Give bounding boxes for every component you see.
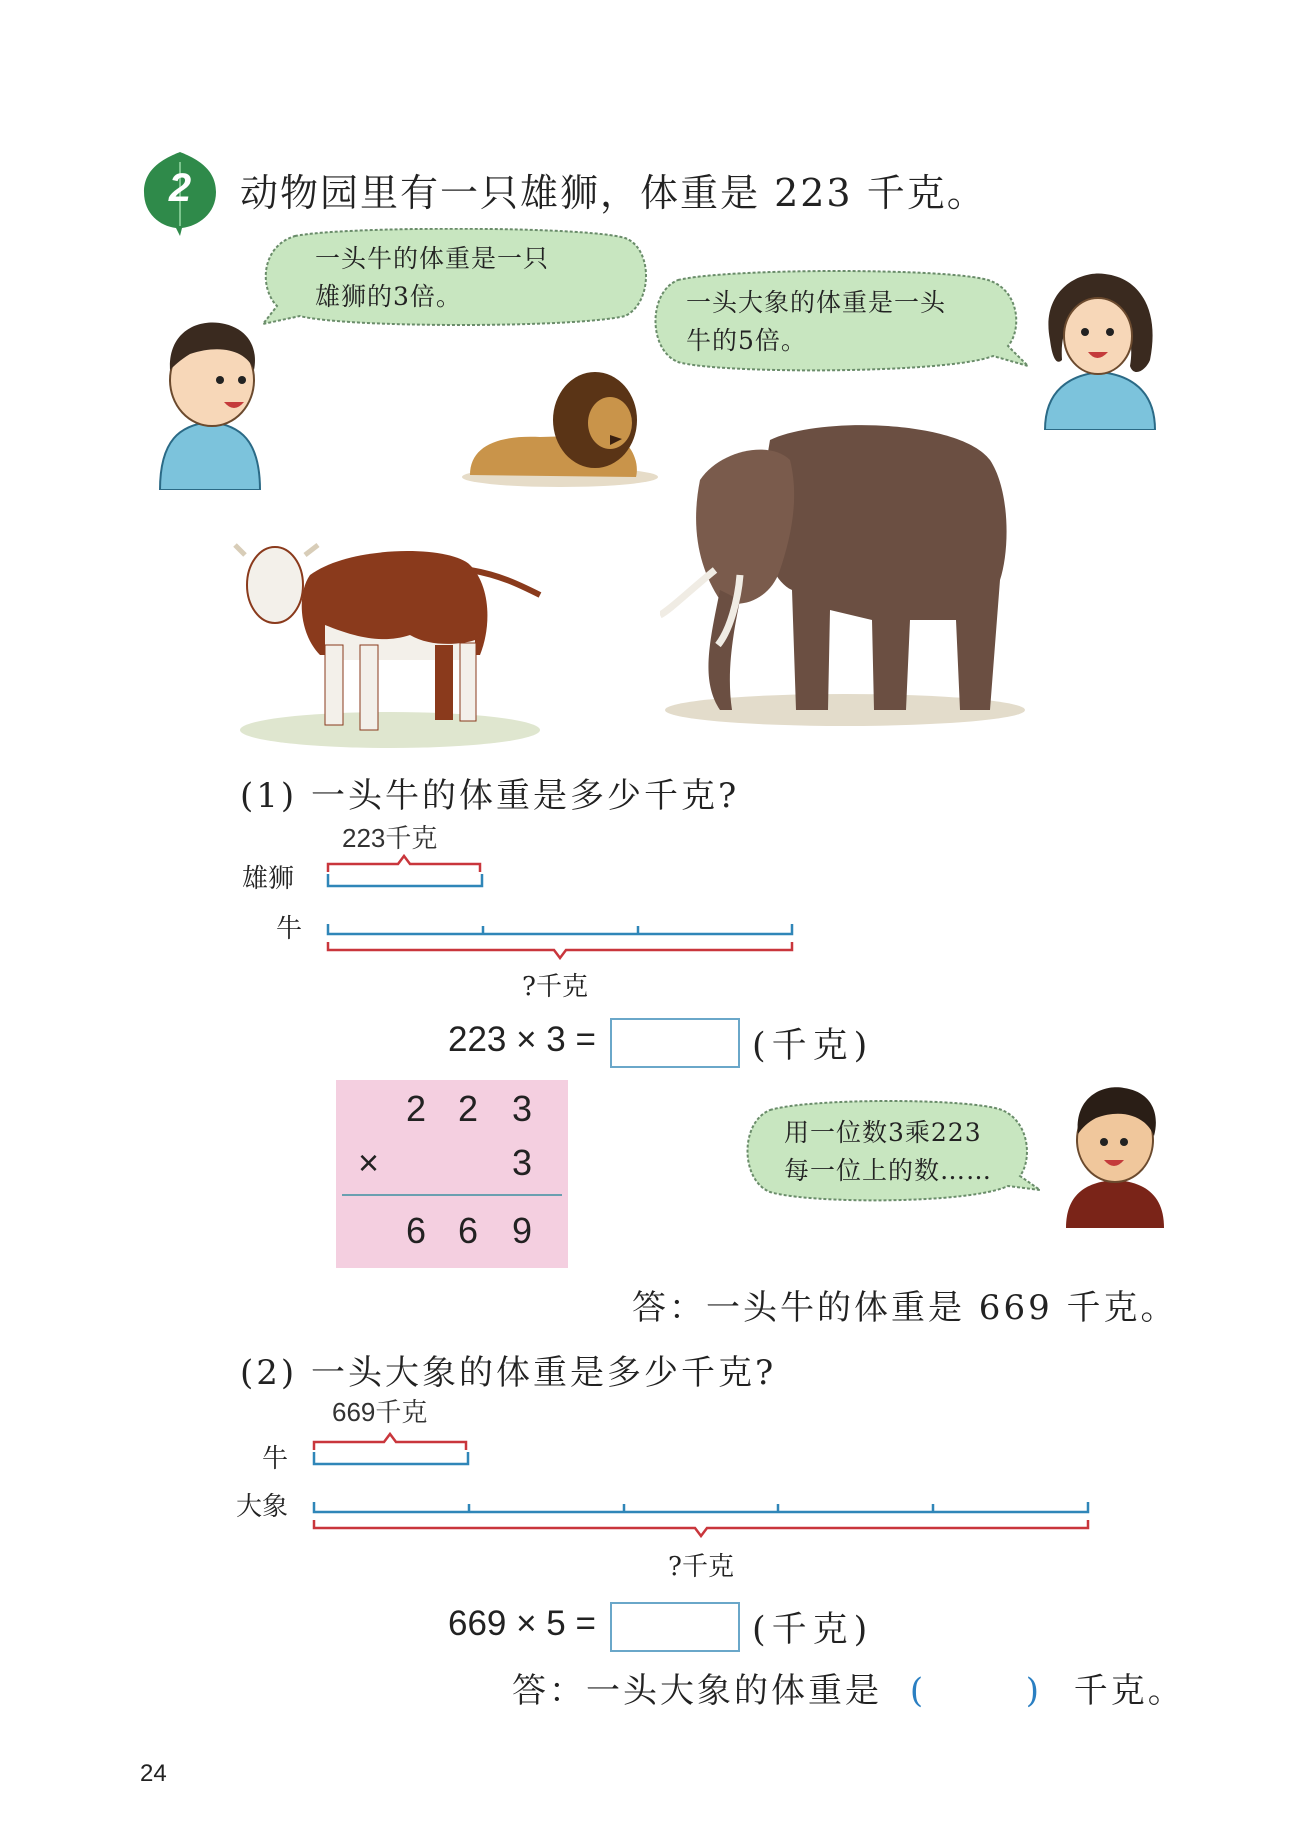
part1-row1-label: 雄狮 [242, 864, 295, 894]
part2-equation: 669 × 5 = [448, 1604, 596, 1643]
kid-bubble-line-1: 用一位数3乘223 [784, 1118, 982, 1147]
page-number: 24 [140, 1760, 167, 1787]
boy-speech-bubble [255, 228, 655, 328]
boy-illustration [150, 310, 270, 490]
part2-answer-paren-close: ) [1025, 1671, 1042, 1711]
calc-operator: × [358, 1142, 380, 1183]
part1-answer-input[interactable] [610, 1018, 740, 1068]
kid-bubble-line-2: 每一位上的数…… [784, 1156, 993, 1185]
boy-bubble-line-2: 雄狮的3倍。 [315, 282, 462, 311]
part2-answer-paren-open: ( [909, 1671, 927, 1711]
calc-row1-digit: 3 [512, 1088, 533, 1129]
part1-question: (1) 一头牛的体重是多少千克? [240, 776, 740, 816]
part1-answer: 答：一头牛的体重是 669 千克。 [632, 1288, 1178, 1328]
part2-answer-prefix: 答：一头大象的体重是 [512, 1671, 882, 1711]
part1-unit: (千克) [752, 1026, 874, 1066]
part2-question: (2) 一头大象的体重是多少千克? [240, 1353, 777, 1393]
part1-top-label: 223千克 [342, 823, 438, 853]
part2-unit: (千克) [752, 1610, 874, 1650]
girl-speech-bubble [648, 270, 1030, 378]
part1-vertical-calculation [336, 1080, 568, 1268]
elephant-illustration [660, 420, 1030, 730]
part2-top-label: 669千克 [332, 1397, 428, 1427]
kid-speech-bubble [740, 1100, 1040, 1208]
part2-answer-suffix: 千克。 [1073, 1671, 1185, 1711]
girl-bubble-line-1: 一头大象的体重是一头 [686, 288, 947, 317]
problem-number-leaf [140, 148, 220, 236]
boy-bubble-line-1: 一头牛的体重是一只 [315, 244, 550, 273]
calc-row2-digit: 3 [512, 1142, 533, 1183]
part1-equation: 223 × 3 = [448, 1020, 596, 1059]
calc-row1-digit: 2 [458, 1088, 479, 1129]
part2-row2-label: 大象 [236, 1492, 289, 1522]
lion-illustration [460, 365, 660, 490]
calc-result-digit: 6 [406, 1210, 427, 1251]
part2-bottom-label: ?千克 [668, 1552, 734, 1582]
part1-row2-label: 牛 [276, 914, 303, 944]
cow-illustration [230, 515, 550, 750]
girl-illustration [1030, 270, 1170, 430]
problem-title: 动物园里有一只雄狮，体重是 223 千克。 [240, 171, 987, 215]
kid-illustration [1060, 1078, 1170, 1228]
problem-number: 2 [168, 166, 192, 210]
calc-result-digit: 6 [458, 1210, 479, 1251]
calc-divider-line [342, 1194, 562, 1196]
part2-answer [512, 1663, 1185, 1712]
part2-answer-input[interactable] [610, 1602, 740, 1652]
girl-bubble-line-2: 牛的5倍。 [686, 326, 807, 355]
part2-row1-label: 牛 [262, 1444, 289, 1474]
calc-row1-digit: 2 [406, 1088, 427, 1129]
part1-line-diagram [320, 850, 800, 960]
part1-bottom-label: ?千克 [522, 972, 588, 1002]
part2-line-diagram [306, 1428, 1096, 1538]
calc-result-digit: 9 [512, 1210, 533, 1251]
